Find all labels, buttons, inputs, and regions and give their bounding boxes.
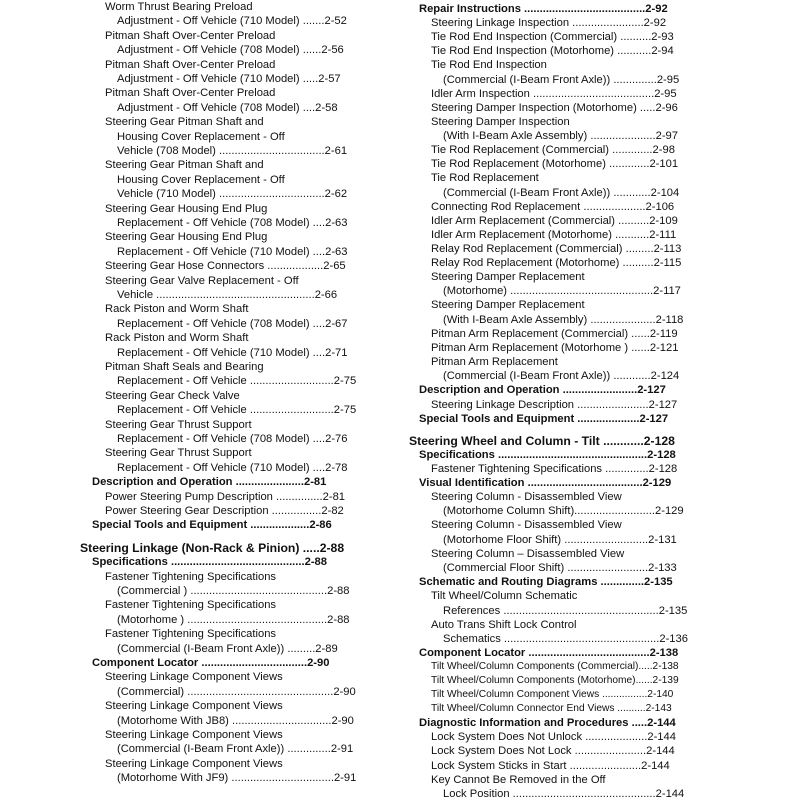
toc-entry-line: Replacement - Off Vehicle ...........................2-75: [117, 404, 357, 417]
toc-entry: [431, 242, 681, 256]
toc-entry-line: Steering Linkage Description .......................2-127: [431, 398, 678, 411]
toc-entry-line: Adjustment - Off Vehicle (708 Model) ....2-58: [117, 101, 338, 114]
toc-entry-line: Lock System Does Not Unlock ....................2-144: [431, 731, 676, 744]
toc-entry-line: Tie Rod End Inspection (Motorhome) ...........2-94: [431, 45, 674, 58]
toc-entry-line: Pitman Arm Replacement (Commercial) ......2-119: [431, 327, 678, 340]
toc-entry-line: (Motorhome ) .............................................2-88: [117, 613, 350, 626]
toc-entry: [105, 259, 346, 273]
toc-entry-line: Steering Gear Thrust Support: [105, 447, 252, 460]
toc-entry: [105, 670, 356, 699]
toc-entry-line: Pitman Shaft Over-Center Preload: [105, 29, 276, 42]
toc-entry-line: Idler Arm Inspection .......................................2-95: [431, 87, 677, 100]
toc-entry-line: Component Locator ..................................2-90: [92, 657, 330, 669]
toc-entry: [105, 360, 356, 389]
toc-section-heading: [419, 448, 676, 462]
toc-entry-line: Special Tools and Equipment ...................2-86: [92, 519, 332, 532]
toc-entry-line: Idler Arm Replacement (Commercial) ..........2-109: [431, 214, 678, 227]
toc-entry: [431, 214, 678, 228]
toc-entry-line: (Commercial (I-Beam Front Axle)) ..............2-95: [443, 73, 680, 86]
toc-entry: [431, 547, 677, 576]
toc-entry: [105, 115, 347, 158]
toc-entry: [105, 86, 338, 115]
toc-entry-line: Tilt Wheel/Column Component Views ................2-140: [431, 689, 674, 701]
toc-entry-line: Pitman Shaft Seals and Bearing: [105, 361, 264, 373]
toc-entry-line: Pitman Arm Replacement (Motorhome ) ......2-121: [431, 341, 679, 354]
toc-entry-line: Replacement - Off Vehicle (708 Model) ....2-63: [117, 217, 348, 229]
toc-entry: [105, 331, 348, 360]
toc-entry-line: Adjustment - Off Vehicle (708 Model) ......2-56: [117, 44, 344, 57]
toc-section-heading: [419, 412, 668, 426]
toc-entry-line: Visual Identification .....................................2-129: [419, 476, 672, 489]
toc-entry-line: Lock System Does Not Lock .......................2-144: [431, 745, 675, 758]
toc-entry: [431, 355, 679, 384]
toc-entry: [431, 256, 681, 270]
toc-entry-line: Steering Gear Check Valve: [105, 389, 240, 402]
toc-entry-line: Steering Gear Thrust Support: [105, 418, 252, 431]
toc-entry: [105, 389, 356, 418]
toc-entry: [431, 228, 676, 242]
toc-section-heading: [92, 475, 326, 489]
toc-entry: [431, 688, 673, 702]
toc-entry: [105, 230, 348, 259]
toc-entry-line: Steering Column – Disassembled View: [431, 547, 625, 560]
toc-major-heading: [409, 434, 675, 448]
toc-entry-line: Relay Rod Replacement (Motorhome) ..........2-115: [431, 256, 682, 269]
toc-entry-line: Vehicle ...................................................2-66: [117, 289, 338, 301]
toc-entry-line: Connecting Rod Replacement ....................2-106: [431, 200, 675, 213]
toc-entry-line: (With I-Beam Axle Assembly) .....................2-118: [443, 313, 684, 326]
toc-entry-line: Tilt Wheel/Column Components (Commercial).....2-138: [431, 661, 679, 673]
toc-entry: [431, 44, 674, 58]
toc-entry: [431, 518, 677, 547]
toc-entry-line: (Motorhome With JF9) .................................2-91: [117, 772, 357, 785]
toc-entry-line: (Commercial Floor Shift) ..........................2-133: [443, 562, 677, 575]
toc-entry: [105, 490, 345, 504]
toc-entry-line: Fastener Tightening Specifications: [105, 599, 277, 612]
toc-entry: [431, 589, 687, 618]
toc-entry-line: Key Cannot Be Removed in the Off: [431, 773, 606, 786]
toc-entry-line: (Commercial) ...............................................2-90: [117, 685, 356, 698]
toc-entry-line: Steering Column - Disassembled View: [431, 519, 622, 532]
toc-entry-line: Lock System Sticks in Start .......................2-144: [431, 759, 670, 772]
toc-entry-line: Fastener Tightening Specifications ..............2-128: [431, 462, 678, 475]
toc-entry-line: Schematics ..................................................2-136: [443, 633, 688, 646]
toc-entry-line: Power Steering Pump Description ...............2-81: [105, 490, 346, 503]
toc-entry-line: Power Steering Gear Description ................2-82: [105, 505, 344, 517]
toc-entry: [431, 730, 676, 744]
toc-entry-line: Diagnostic Information and Procedures .....2-144: [419, 717, 676, 730]
toc-entry: [431, 16, 666, 30]
toc-entry: [431, 143, 675, 157]
toc-entry: [431, 618, 688, 647]
toc-entry: [431, 270, 681, 299]
toc-entry-line: Adjustment - Off Vehicle (710 Model) .......2-52: [117, 15, 347, 28]
toc-entry-line: (Commercial (I-Beam Front Axle)) ............2-124: [443, 370, 680, 383]
toc-entry: [431, 101, 678, 115]
toc-entry-line: Housing Cover Replacement - Off: [117, 173, 285, 186]
toc-entry-line: Steering Linkage Component Views: [105, 757, 283, 770]
toc-entry-line: Tilt Wheel/Column Components (Motorhome)......2-139: [431, 675, 679, 687]
toc-entry-line: Steering Linkage Component Views: [105, 671, 283, 684]
toc-entry-line: Steering Gear Pitman Shaft and: [105, 159, 264, 172]
toc-section-heading: [419, 575, 673, 589]
toc-entry-line: Tie Rod Replacement (Motorhome) .............2-101: [431, 158, 679, 171]
toc-entry-line: Relay Rod Replacement (Commercial) .........2-113: [431, 242, 682, 255]
toc-entry-line: (Motorhome) ..............................................2-117: [443, 285, 681, 298]
toc-entry-line: Tie Rod End Inspection: [431, 59, 547, 72]
toc-entry-line: Tie Rod Replacement: [431, 172, 539, 185]
toc-entry: [431, 462, 677, 476]
toc-entry-line: (Motorhome With JB8) ................................2-90: [117, 714, 354, 727]
toc-entry: [105, 598, 350, 627]
toc-entry-line: Replacement - Off Vehicle (710 Model) ....2-71: [117, 346, 348, 359]
toc-entry-line: Housing Cover Replacement - Off: [117, 130, 285, 143]
toc-entry: [105, 158, 347, 201]
toc-entry: [431, 398, 677, 412]
toc-entry: [431, 341, 678, 355]
toc-section-heading: [92, 518, 332, 532]
toc-entry-line: Steering Gear Pitman Shaft and: [105, 116, 264, 129]
toc-entry: [431, 327, 678, 341]
toc-entry-line: Steering Column - Disassembled View: [431, 490, 622, 503]
toc-entry-line: Rack Piston and Worm Shaft: [105, 332, 249, 345]
toc-entry-line: Idler Arm Replacement (Motorhome) ...........2-111: [431, 228, 677, 241]
toc-entry: [431, 660, 679, 674]
toc-entry-line: Steering Damper Inspection (Motorhome) .....2-96: [431, 101, 678, 114]
toc-entry: [431, 759, 670, 773]
toc-entry-line: Pitman Shaft Over-Center Preload: [105, 58, 276, 71]
toc-entry: [431, 171, 679, 200]
toc-entry: [105, 728, 353, 757]
toc-entry-line: Fastener Tightening Specifications: [105, 628, 277, 641]
toc-entry-line: Replacement - Off Vehicle ...........................2-75: [117, 375, 357, 388]
toc-entry-line: Vehicle (710 Model) ..................................2-62: [117, 188, 348, 201]
toc-entry-line: Steering Linkage Component Views: [105, 700, 283, 713]
toc-entry-line: Auto Trans Shift Lock Control: [431, 618, 577, 631]
toc-entry-line: Adjustment - Off Vehicle (710 Model) .....2-57: [117, 73, 341, 85]
toc-section-heading: [419, 716, 676, 730]
toc-entry-line: Replacement - Off Vehicle (708 Model) ....2-76: [117, 433, 348, 445]
toc-entry: [431, 298, 683, 327]
toc-section-heading: [419, 646, 678, 660]
toc-entry-line: Vehicle (708 Model) ..................................2-61: [117, 145, 348, 157]
toc-entry-line: Rack Piston and Worm Shaft: [105, 303, 249, 316]
toc-entry-line: Steering Gear Housing End Plug: [105, 202, 268, 215]
toc-section-heading: [92, 656, 329, 670]
toc-entry-line: Steering Gear Housing End Plug: [105, 231, 268, 244]
toc-entry-line: Steering Damper Inspection: [431, 115, 570, 128]
toc-entry-line: Steering Gear Hose Connectors ..................2-65: [105, 260, 346, 273]
toc-entry-line: Replacement - Off Vehicle (708 Model) ....2-67: [117, 317, 348, 330]
toc-entry-line: Fastener Tightening Specifications: [105, 570, 277, 583]
toc-entry: [105, 570, 350, 599]
toc-entry-line: Specifications ................................................2-128: [419, 448, 676, 461]
toc-entry-line: Steering Wheel and Column - Tilt ............2-128: [409, 433, 675, 448]
toc-section-heading: [92, 555, 327, 569]
toc-entry-line: Steering Linkage (Non-Rack & Pinion) .....2-88: [80, 540, 345, 555]
toc-section-heading: [419, 476, 671, 490]
toc-section-heading: [419, 383, 666, 397]
toc-entry-line: Steering Damper Replacement: [431, 271, 585, 283]
toc-entry: [431, 30, 674, 44]
toc-entry-line: Worm Thrust Bearing Preload: [105, 1, 253, 13]
toc-entry-line: Pitman Shaft Over-Center Preload: [105, 87, 276, 100]
toc-entry-line: (Commercial ) ............................................2-88: [117, 585, 350, 597]
toc-entry-line: Steering Linkage Inspection .......................2-92: [431, 17, 667, 30]
toc-entry-line: Lock Position ..............................................2-144: [443, 787, 685, 800]
toc-entry-line: Schematic and Routing Diagrams ..............2-135: [419, 576, 673, 589]
toc-entry: [431, 773, 684, 801]
toc-entry-line: (With I-Beam Axle Assembly) .....................2-97: [443, 130, 679, 143]
toc-entry: [105, 29, 344, 58]
toc-entry: [105, 699, 354, 728]
toc-entry: [105, 0, 347, 29]
toc-entry-line: Repair Instructions .......................................2-92: [419, 3, 668, 15]
toc-entry: [105, 274, 337, 303]
toc-entry-line: Tie Rod End Inspection (Commercial) ..........2-93: [431, 31, 674, 44]
toc-entry-line: Replacement - Off Vehicle (710 Model) ....2-63: [117, 245, 348, 258]
toc-entry-line: Description and Operation ......................2-81: [92, 476, 327, 489]
toc-entry: [431, 490, 684, 519]
toc-entry: [431, 157, 678, 171]
toc-entry: [431, 87, 677, 101]
toc-entry-line: Replacement - Off Vehicle (710 Model) ....2-78: [117, 461, 348, 474]
toc-entry-line: Steering Gear Valve Replacement - Off: [105, 274, 299, 287]
toc-entry: [105, 757, 356, 786]
toc-entry-line: Steering Damper Replacement: [431, 299, 585, 312]
toc-entry-line: References ..................................................2-135: [443, 604, 688, 617]
toc-entry: [105, 446, 348, 475]
toc-entry: [105, 504, 344, 518]
toc-entry-line: (Motorhome Floor Shift) ...........................2-131: [443, 533, 677, 546]
toc-entry-line: (Commercial (I-Beam Front Axle)) ..............2-91: [117, 743, 354, 756]
toc-entry: [105, 418, 348, 447]
toc-entry-line: Component Locator .......................................2-138: [419, 647, 679, 660]
toc-entry-line: Specifications ...........................................2-88: [92, 556, 328, 569]
toc-entry-line: Special Tools and Equipment ....................2-127: [419, 412, 669, 425]
toc-entry: [105, 302, 348, 331]
toc-entry: [105, 627, 338, 656]
toc-major-heading: [80, 541, 344, 555]
toc-entry-line: Pitman Arm Replacement: [431, 356, 558, 368]
toc-entry: [431, 674, 679, 688]
toc-entry-line: Tilt Wheel/Column Connector End Views ..........2-143: [431, 703, 672, 715]
toc-entry-line: Steering Linkage Component Views: [105, 729, 283, 741]
toc-entry: [431, 58, 679, 87]
toc-section-heading: [419, 2, 668, 16]
toc-entry-line: Tie Rod Replacement (Commercial) .............2-98: [431, 144, 675, 157]
toc-entry-line: Tilt Wheel/Column Schematic: [431, 590, 578, 603]
toc-entry: [431, 702, 672, 716]
toc-entry: [431, 744, 675, 758]
toc-entry-line: (Commercial (I-Beam Front Axle)) .........2-89: [117, 642, 338, 655]
toc-entry-line: Description and Operation ........................2-127: [419, 384, 666, 397]
toc-entry-line: (Commercial (I-Beam Front Axle)) ............2-104: [443, 186, 680, 199]
toc-entry-line: (Motorhome Column Shift)..........................2-129: [443, 505, 684, 518]
toc-entry: [431, 115, 678, 144]
toc-entry: [105, 202, 348, 231]
toc-entry: [431, 200, 674, 214]
toc-entry: [105, 58, 341, 87]
